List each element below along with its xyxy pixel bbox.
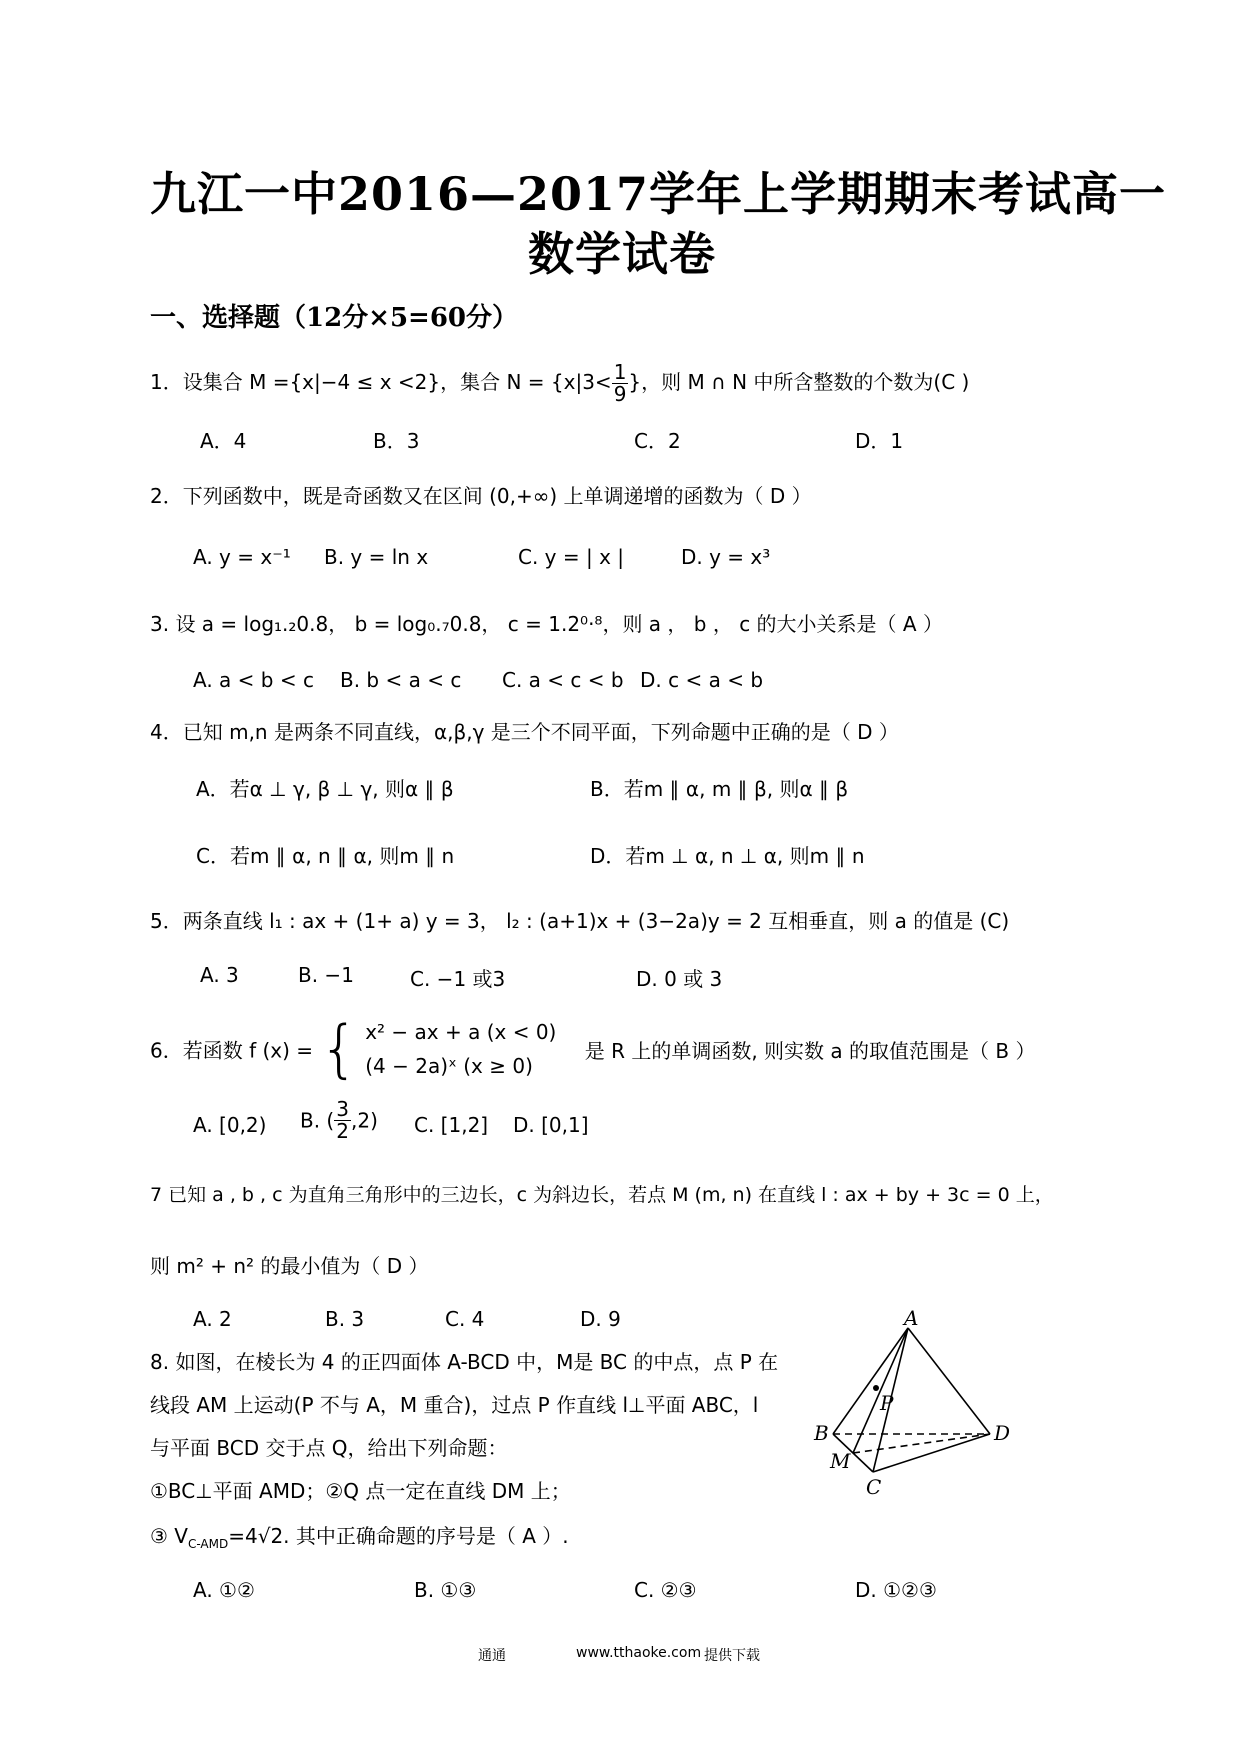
- q5-option-d: D. 0 或 3: [636, 967, 723, 991]
- footer-url[interactable]: www.tthaoke.com: [576, 1645, 702, 1661]
- q5-option-c: C. −1 或3: [410, 967, 506, 991]
- q6-case-2: (4 − 2a)ˣ (x ≥ 0): [365, 1054, 533, 1078]
- footer-left: 通通: [478, 1648, 506, 1664]
- question-1: [150, 362, 969, 405]
- q7-option-b: B. 3: [325, 1307, 365, 1331]
- q1-option-d: D．1: [855, 429, 904, 453]
- q6-option-b: B. ( $\frac{3}{2}$ ,2): [300, 1097, 378, 1143]
- label-A: A: [904, 1310, 919, 1330]
- q2-option-c: C. y = | x |: [518, 545, 625, 569]
- question-8-line4: ①BC⊥平面 AMD；②Q 点一定在直线 DM 上；: [150, 1479, 571, 1503]
- label-P: P: [880, 1391, 894, 1415]
- question-4: 4．已知 m,n 是两条不同直线，α,β,γ 是三个不同平面，下列命题中正确的是（ D ）: [150, 720, 899, 744]
- page-title-line2: 数学试卷: [528, 227, 716, 281]
- q8-option-d: D. ①②③: [855, 1578, 937, 1602]
- q3-option-b: B. b < a < c: [340, 668, 462, 692]
- q6-option-a: A. [0,2): [193, 1113, 267, 1137]
- label-B: B: [814, 1421, 829, 1445]
- question-6: [150, 1012, 1036, 1085]
- question-5: 5．两条直线 l₁ : ax + (1+ a) y = 3， l₂ : (a+1)x + (3−2a)y = 2 互相垂直，则 a 的值是 (C): [150, 909, 1010, 933]
- q3-option-d: D. c < a < b: [640, 668, 764, 692]
- label-D: D: [994, 1421, 1011, 1445]
- question-8-line1: 8. 如图，在棱长为 4 的正四面体 A-BCD 中，M是 BC 的中点，点 P 在: [150, 1350, 779, 1374]
- q5-option-b: B. −1: [298, 963, 354, 987]
- q4-option-c: C．若m ∥ α, n ∥ α, 则m ∥ n: [196, 844, 455, 868]
- page-title-line1: 九江一中2016—2017学年上学期期末考试高一: [150, 167, 1167, 221]
- q1-option-a: A．4: [200, 429, 247, 453]
- question-7-line2: 则 m² + n² 的最小值为（ D ）: [150, 1254, 429, 1278]
- tetrahedron-diagram: [800, 1310, 1030, 1500]
- q7-option-a: A. 2: [193, 1307, 232, 1331]
- footer-right: 提供下载: [704, 1648, 760, 1664]
- q1-option-b: B．3: [373, 429, 420, 453]
- point-P: [873, 1385, 879, 1391]
- segment-MD: [853, 1434, 990, 1453]
- question-2: 2．下列函数中，既是奇函数又在区间 (0,+∞) 上单调递增的函数为（ D ）: [150, 484, 812, 508]
- q8-option-c: C. ②③: [634, 1578, 697, 1602]
- q8-option-b: B. ①③: [414, 1578, 477, 1602]
- q2-option-a: A. y = x⁻¹: [193, 545, 291, 569]
- q1-stem-b: <: [594, 370, 612, 394]
- q7-option-d: D. 9: [580, 1307, 621, 1331]
- question-7-line1: 7 已知 a , b , c 为直角三角形中的三边长，c 为斜边长，若点 M (m, n) 在直线 l : ax + by + 3c = 0 上，: [150, 1184, 1054, 1206]
- q1-stem-a: 1．设集合 M ={x|−4 ≤ x <2}，集合 N = {x|3: [150, 370, 595, 394]
- edge-AB: [833, 1328, 908, 1434]
- question-8-line3: 与平面 BCD 交于点 Q，给出下列命题：: [150, 1436, 508, 1460]
- q6-stem-b: 是 R 上的单调函数, 则实数 a 的取值范围是（ B ）: [584, 1038, 1036, 1063]
- q6-option-d: D. [0,1]: [513, 1113, 589, 1137]
- section-title: 一、选择题（12分×5=60分）: [150, 303, 519, 333]
- q4-option-d: D．若m ⊥ α, n ⊥ α, 则m ∥ n: [590, 844, 865, 868]
- q6-stem-a: 6．若函数 f (x) =: [150, 1038, 314, 1063]
- q4-option-b: B．若m ∥ α, m ∥ β, 则α ∥ β: [590, 777, 849, 801]
- q8-option-a: A. ①②: [193, 1578, 255, 1602]
- label-C: C: [866, 1475, 882, 1499]
- q3-option-a: A. a < b < c: [193, 668, 314, 692]
- q1-stem-c: }，则 M ∩ N 中所含整数的个数为(C ): [628, 370, 970, 394]
- q6-case-1: x² − ax + a (x < 0): [365, 1020, 557, 1044]
- q1-option-c: C．2: [634, 429, 681, 453]
- q7-option-c: C. 4: [445, 1307, 485, 1331]
- q6-cases: [365, 1015, 556, 1083]
- q2-option-d: D. y = x³: [681, 545, 771, 569]
- edge-CD: [873, 1434, 990, 1472]
- q6-brace: {: [319, 1012, 359, 1085]
- q2-option-b: B. y = ln x: [324, 545, 429, 569]
- question-8-line5: ③ $V_{C-AMD}=4√2$. 其中正确命题的序号是（ A ）.: [150, 1524, 569, 1551]
- q4-option-a: A．若α ⊥ γ, β ⊥ γ, 则α ∥ β: [196, 777, 454, 801]
- edge-AD: [908, 1328, 990, 1434]
- question-8-line2: 线段 AM 上运动(P 不与 A，M 重合)，过点 P 作直线 l⊥平面 ABC，l: [150, 1393, 759, 1417]
- label-M: M: [830, 1449, 851, 1473]
- q5-option-a: A. 3: [200, 963, 239, 987]
- q6-option-c: C. [1,2]: [414, 1113, 489, 1137]
- q1-fraction: $\frac{1}{9}$: [613, 360, 627, 406]
- question-3: 3. 设 a = log₁.₂0.8， b = log₀.₇0.8， c = 1.2⁰·⁸，则 a ， b ， c 的大小关系是（ A ）: [150, 612, 943, 636]
- q3-option-c: C. a < c < b: [502, 668, 624, 692]
